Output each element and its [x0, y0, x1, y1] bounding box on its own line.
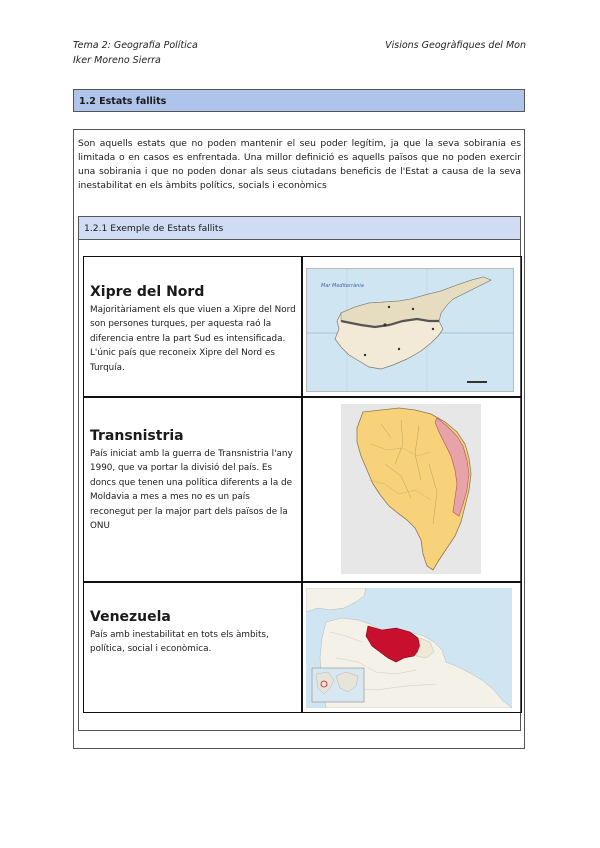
subsection-heading: 1.2.1 Exemple de Estats fallits: [78, 216, 521, 240]
row-divider: [84, 581, 521, 583]
example-description: País amb inestabilitat en tots els àmbits, política, social i econòmica.: [90, 630, 269, 655]
transnistria-map: [341, 404, 481, 574]
header-subject: Tema 2: Geografia Política: [73, 40, 198, 51]
venezuela-map: [306, 588, 512, 708]
example-title: Transnistria: [90, 428, 184, 444]
section-title: Estats fallits: [99, 96, 167, 107]
section-number: 1.2: [79, 96, 96, 107]
example-transnistria: [90, 428, 296, 533]
cyprus-map: [306, 268, 514, 392]
example-title: Xipre del Nord: [90, 284, 205, 300]
example-cyprus: [90, 284, 296, 375]
example-venezuela: [90, 609, 296, 657]
examples-table: [83, 256, 522, 713]
row-divider: [84, 396, 521, 398]
map-sea-label: Mar Mediterrània: [321, 283, 364, 289]
header-course-title: Visions Geogràfiques del Mon: [385, 40, 526, 51]
header-author: Iker Moreno Sierra: [73, 55, 161, 66]
table-divider: [301, 257, 303, 712]
section-intro: Son aquells estats que no poden mantenir el seu poder legítim, ja que la seva sobirania es limitada o en casos es enfrentada. Una millor definició es aquells països que no poden exercir una sobirania i que no poden donar als seus ciutadans beneficis de l'Estat a causa de la seva inestabilitat en els àmbits polítics, socials i econòmics: [78, 138, 521, 191]
example-title: Venezuela: [90, 609, 171, 625]
section-heading: [73, 89, 525, 112]
example-description: Majoritàriament els que viuen a Xipre del Nord son persones turques, per aquesta raó la diferencia entre la part Sud es intensificada. L'únic país que reconeix Xipre del Nord es Turquía.: [90, 305, 296, 373]
example-description: País iniciat amb la guerra de Transnistria l'any 1990, que va portar la divisió del país. Es doncs que tenen una política diferents a la de Moldavia a mes a mes no es un país reconegut per la major part dels països de la ONU: [90, 449, 293, 532]
